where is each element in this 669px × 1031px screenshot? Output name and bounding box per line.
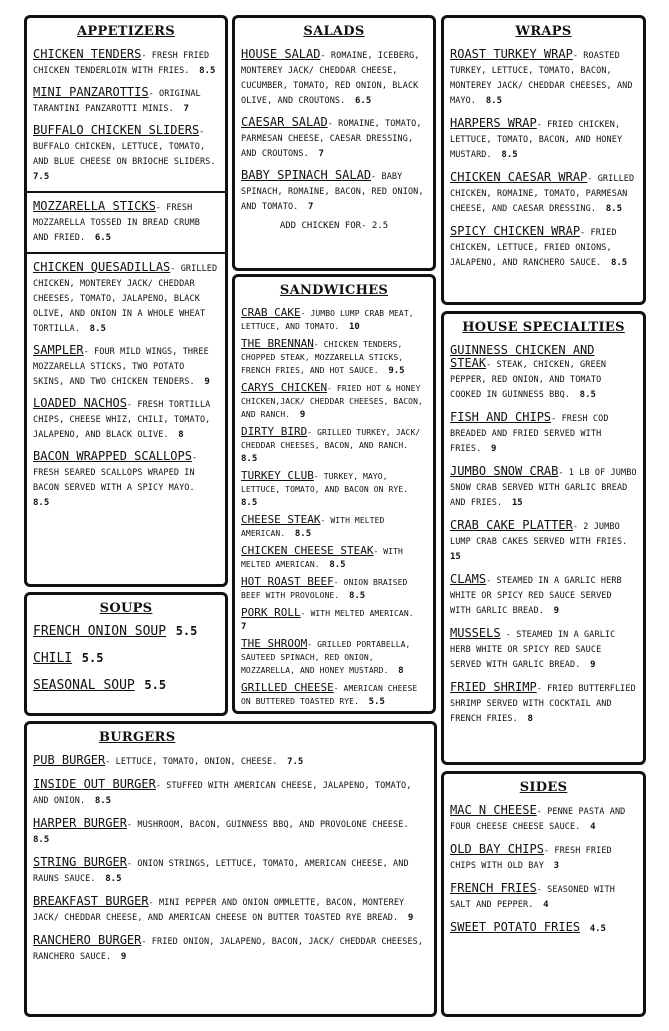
item-name: RANCHERO BURGER — [33, 933, 142, 947]
menu-item — [33, 855, 428, 885]
section-title: WRAPS — [515, 24, 572, 39]
item-name: GRILLED CHEESE — [241, 681, 334, 694]
menu-item — [450, 116, 637, 161]
item-name: HOT ROAST BEEF — [241, 575, 334, 588]
item-name: CARYS CHICKEN — [241, 381, 328, 394]
item-name: FISH AND CHIPS — [450, 410, 552, 424]
divider — [27, 252, 225, 254]
item-price: 5.5 — [175, 624, 198, 638]
item-price: 8.5 — [579, 390, 596, 400]
item-price: 8.5 — [33, 498, 50, 508]
item-desc: - 2 JUMBO LUMP CRAB CAKES SERVED WITH FRIES. — [450, 522, 628, 547]
item-price: 8.5 — [329, 560, 346, 570]
item-name: PUB BURGER — [33, 753, 106, 767]
menu-item — [33, 85, 219, 115]
item-price: 15 — [450, 552, 461, 562]
menu-item — [450, 626, 637, 671]
menu-item — [33, 651, 219, 664]
item-price: 8.5 — [610, 258, 628, 268]
item-price: 8.5 — [199, 66, 216, 76]
item-name: CHICKEN TENDERS — [33, 47, 142, 61]
item-price: 9.5 — [388, 366, 405, 376]
item-name: PORK ROLL — [241, 606, 301, 619]
item-name: STRING BURGER — [33, 855, 127, 869]
item-price: 8.5 — [501, 150, 518, 160]
menu-item — [241, 469, 427, 508]
item-desc: - BUFFALO CHICKEN, LETTUCE, TOMATO, AND BLUE CHEESE ON BRIOCHE SLIDERS. — [33, 127, 216, 167]
menu-item — [450, 920, 637, 935]
menu-item — [450, 410, 637, 455]
menu-item — [241, 606, 427, 632]
item-name: CHICKEN CHEESE STEAK — [241, 544, 374, 557]
menu-item — [241, 575, 427, 601]
item-name: FRIED SHRIMP — [450, 680, 537, 694]
item-price: 8.5 — [348, 591, 366, 601]
item-desc: - LETTUCE, TOMATO, ONION, CHEESE. — [105, 757, 278, 767]
item-name: HARPER BURGER — [33, 816, 127, 830]
item-name: CHEESE STEAK — [241, 513, 321, 526]
item-price: 6.5 — [94, 233, 112, 243]
item-desc: - FRESH TORTILLA CHIPS, CHEESE WHIZ, CHILI, TOMATO, JALAPENO, AND BLACK OLIVE. — [33, 400, 211, 440]
item-desc: - FRESH FRIED CHICKEN TENDERLOIN WITH FRIES. — [33, 51, 210, 76]
item-desc: - WITH MELTED AMERICAN. — [241, 516, 385, 538]
item-desc: - ROMAINE, TOMATO, PARMESAN CHEESE, CAESAR DRESSING, AND CROUTONS. — [241, 119, 422, 159]
item-name: SAMPLER — [33, 343, 84, 357]
item-desc: - FRESH MOZZARELLA TOSSED IN BREAD CRUMB AND FRIED. — [33, 203, 200, 243]
item-name: SEASONAL SOUP — [33, 678, 135, 693]
item-name: LOADED NACHOS — [33, 396, 127, 410]
item-price: 8 — [398, 666, 404, 676]
menu-item — [241, 425, 427, 464]
menu-item — [33, 678, 219, 691]
item-price: 8.5 — [485, 96, 502, 106]
salads-section — [232, 15, 436, 271]
item-name: MAC N CHEESE — [450, 803, 537, 817]
menu-item — [450, 842, 637, 872]
item-price: 8.5 — [605, 204, 622, 214]
item-desc: - FRESH FRIED CHIPS WITH OLD BAY — [450, 846, 612, 871]
item-name: FRENCH ONION SOUP — [33, 624, 167, 639]
item-price: 7.5 — [287, 757, 304, 767]
item-desc: - TURKEY, MAYO, LETTUCE, TOMATO, AND BACON ON RYE. — [241, 472, 409, 494]
item-desc: - FRIED ONION, JALAPENO, BACON, JACK/ CHEDDAR CHEESES, RANCHERO SAUCE. — [33, 937, 424, 962]
item-name: OLD BAY CHIPS — [450, 842, 544, 856]
section-title: SANDWICHES — [279, 283, 389, 298]
menu-item — [33, 753, 428, 768]
add-chicken-note: ADD CHICKEN FOR- 2.5 — [279, 221, 389, 231]
item-desc: - STUFFED WITH AMERICAN CHEESE, JALAPENO, TOMATO, AND ONION. — [33, 781, 412, 806]
section-title: BURGERS — [99, 730, 176, 745]
item-price: 9 — [204, 377, 210, 387]
item-desc: - GRILLED CHICKEN, MONTEREY JACK/ CHEDDAR CHEESES, TOMATO, JALAPENO, BLACK OLIVE, AND ONION IN A WHOLE WHEAT TORTILLA. — [33, 264, 218, 334]
item-desc: - WITH MELTED AMERICAN. — [300, 609, 414, 618]
item-desc: - ONION BRAISED BEEF WITH PROVOLONE. — [241, 578, 408, 600]
item-price: 8.5 — [241, 498, 258, 508]
menu-item — [241, 306, 427, 332]
menu-item — [450, 518, 637, 563]
item-desc: - ROASTED TURKEY, LETTUCE, TOMATO, BACON, MONTEREY JACK/ CHEDDAR CHEESES, AND MAYO. — [450, 51, 633, 106]
item-name: ROAST TURKEY WRAP — [450, 47, 573, 61]
menu-item — [241, 337, 427, 376]
wraps-section — [441, 15, 646, 305]
item-name: THE SHROOM — [241, 637, 308, 650]
item-desc: - MINI PEPPER AND ONION OMMLETTE, BACON, MONTEREY JACK/ CHEDDAR CHEESE, AND AMERICAN CHEESE ON BUTTER TOASTED RYE BREAD. — [33, 898, 405, 923]
menu-item — [33, 47, 219, 77]
soups-section — [24, 592, 228, 716]
burgers-section — [24, 721, 437, 1017]
item-desc: - 1 LB OF JUMBO SNOW CRAB SERVED WITH GARLIC BREAD AND FRIES. — [450, 468, 637, 508]
item-desc: - FRESH COD BREADED AND FRIED SERVED WITH FRIES. — [450, 414, 609, 454]
item-price: 9 — [490, 444, 497, 454]
section-title: SIDES — [519, 780, 568, 795]
item-price: 5.5 — [144, 678, 167, 692]
item-name: CRAB CAKE — [241, 306, 301, 319]
item-name: CAESAR SALAD — [241, 115, 328, 129]
item-name: GUINNESS CHICKEN AND STEAK — [450, 343, 595, 370]
item-desc: - FRESH SEARED SCALLOPS WRAPED IN BACON SERVED WITH A SPICY MAYO. — [33, 453, 198, 493]
item-name: INSIDE OUT BURGER — [33, 777, 156, 791]
item-desc: - PENNE PASTA AND FOUR CHEESE CHEESE SAUCE. — [450, 807, 626, 832]
item-desc: - CHICKEN TENDERS, CHOPPED STEAK, MOZZARELLA STICKS, FRENCH FRIES, AND HOT SAUCE. — [241, 340, 404, 375]
menu-item — [241, 47, 427, 107]
item-price: 4 — [590, 822, 596, 832]
menu-item — [241, 681, 427, 707]
item-price: 10 — [348, 322, 360, 332]
item-name: SWEET POTATO FRIES — [450, 920, 581, 934]
item-price: 7 — [318, 149, 324, 159]
menu-item — [33, 933, 428, 963]
item-name: MINI PANZAROTTIS — [33, 85, 149, 99]
item-price: 8 — [178, 430, 184, 440]
section-title: APPETIZERS — [77, 24, 175, 39]
item-price: 5.5 — [81, 651, 104, 665]
appetizers-section — [24, 15, 228, 587]
item-price: 15 — [511, 498, 523, 508]
item-desc: - MUSHROOM, BACON, GUINNESS BBQ, AND PROVOLONE CHEESE. — [126, 820, 409, 830]
item-price: 8.5 — [33, 835, 50, 845]
sandwiches-section — [232, 274, 436, 714]
item-name: BABY SPINACH SALAD — [241, 168, 372, 182]
menu-item — [33, 396, 219, 441]
item-desc: - GRILLED TURKEY, JACK/ CHEDDAR CHEESES, BACON, AND RANCH. — [241, 428, 421, 450]
menu-item — [450, 170, 637, 215]
item-desc: - FRIED CHICKEN, LETTUCE, TOMATO, BACON, AND HONEY MUSTARD. — [450, 120, 623, 160]
item-desc: - JUMBO LUMP CRAB MEAT, LETTUCE, AND TOMATO. — [241, 309, 414, 331]
item-desc: - AMERICAN CHEESE ON BUTTERED TOASTED RYE. — [241, 684, 418, 706]
menu-item — [33, 624, 219, 637]
item-desc: - WITH MELTED AMERICAN. — [241, 547, 403, 569]
item-name: JUMBO SNOW CRAB — [450, 464, 559, 478]
item-desc: - FRIED CHICKEN, LETTUCE, FRIED ONIONS, JALAPENO, AND RANCHERO SAUCE. — [450, 228, 617, 268]
item-desc: - FRIED HOT & HONEY CHICKEN,JACK/ CHEDDAR CHEESES, BACON, AND RANCH. — [241, 384, 423, 419]
menu-item — [450, 224, 637, 269]
menu-item — [450, 464, 637, 509]
sides-section — [441, 771, 646, 1017]
item-name: BUFFALO CHICKEN SLIDERS — [33, 123, 200, 137]
item-price: 4.5 — [589, 924, 606, 934]
item-desc: - ORIGINAL TARANTINI PANZAROTTI MINIS. — [33, 89, 201, 114]
item-price: 9 — [553, 606, 559, 616]
item-desc: - SEASONED WITH SALT AND PEPPER. — [450, 885, 615, 910]
item-name: FRENCH FRIES — [450, 881, 537, 895]
item-price: 7 — [183, 104, 189, 114]
menu-item — [450, 881, 637, 911]
menu-item — [33, 199, 219, 244]
item-price: 7 — [241, 622, 247, 632]
menu-item — [33, 449, 219, 509]
item-price: 8.5 — [94, 796, 112, 806]
item-price: 9 — [407, 913, 414, 923]
item-name: DIRTY BIRD — [241, 425, 308, 438]
menu-item — [33, 894, 428, 924]
item-name: CHICKEN CAESAR WRAP — [450, 170, 588, 184]
item-price: 8 — [527, 714, 533, 724]
menu-item — [450, 572, 637, 617]
menu-item — [450, 47, 637, 107]
item-name: SPICY CHICKEN WRAP — [450, 224, 581, 238]
item-desc: - BABY SPINACH, ROMAINE, BACON, RED ONION, AND TOMATO. — [241, 172, 424, 212]
item-price: 8.5 — [241, 454, 258, 464]
item-name: MUSSELS — [450, 626, 501, 640]
menu-item — [33, 777, 428, 807]
item-name: BACON WRAPPED SCALLOPS — [33, 449, 192, 463]
item-desc: - GRILLED CHICKEN, ROMAINE, TOMATO, PARMESAN CHEESE, AND CAESAR DRESSING. — [450, 174, 635, 214]
menu-item — [33, 343, 219, 388]
house-specialties-section — [441, 311, 646, 765]
item-name: CHILI — [33, 651, 73, 666]
item-price: 9 — [120, 952, 127, 962]
section-title: SOUPS — [99, 601, 153, 616]
item-name: CRAB CAKE PLATTER — [450, 518, 573, 532]
menu-item — [450, 680, 637, 725]
item-desc: - STEAMED IN A GARLIC HERB WHITE OR SPICY RED SAUCE SERVED WITH GARLIC BREAD. — [450, 630, 616, 670]
item-name: MOZZARELLA STICKS — [33, 199, 156, 213]
item-price: 7.5 — [33, 172, 50, 182]
menu-item — [450, 803, 637, 833]
item-desc: - ROMAINE, ICEBERG, MONTEREY JACK/ CHEDDAR CHEESE, CUCUMBER, TOMATO, RED ONION, BLACK OLIVE, AND CROUTONS. — [241, 51, 420, 106]
item-price: 4 — [543, 900, 549, 910]
menu-item — [241, 381, 427, 420]
item-price: 3 — [553, 861, 559, 871]
section-title: SALADS — [303, 24, 365, 39]
menu-item — [33, 816, 428, 846]
menu-item — [33, 123, 219, 183]
item-name: CLAMS — [450, 572, 487, 586]
item-name: TURKEY CLUB — [241, 469, 314, 482]
item-desc: - STEAK, CHICKEN, GREEN PEPPER, RED ONION, AND TOMATO COOKED IN GUINNESS BBQ. — [450, 360, 607, 400]
item-desc: - STEAMED IN A GARLIC HERB WHITE OR SPICY RED SAUCE SERVED WITH GARLIC BREAD. — [450, 576, 622, 616]
menu-item — [241, 168, 427, 213]
item-price: 8.5 — [105, 874, 122, 884]
item-desc: - FOUR MILD WINGS, THREE MOZZARELLA STICKS, TWO POTATO SKINS, AND TWO CHICKEN TENDERS. — [33, 347, 209, 387]
menu-item — [450, 343, 637, 401]
item-price: 6.5 — [355, 96, 372, 106]
item-name: THE BRENNAN — [241, 337, 314, 350]
item-desc: - GRILLED PORTABELLA, SAUTEED SPINACH, RED ONION, MOZZARELLA, AND HONEY MUSTARD. — [241, 640, 411, 675]
item-name: BREAKFAST BURGER — [33, 894, 149, 908]
item-price: 7 — [308, 202, 314, 212]
item-price: 8.5 — [89, 324, 106, 334]
menu-item — [33, 260, 219, 335]
item-price: 9 — [299, 410, 306, 420]
item-price: 5.5 — [368, 697, 385, 707]
menu-item — [241, 513, 427, 539]
item-price: 8.5 — [294, 529, 312, 539]
item-name: HARPERS WRAP — [450, 116, 537, 130]
item-name: CHICKEN QUESADILLAS — [33, 260, 171, 274]
menu-item — [241, 637, 427, 676]
item-name: HOUSE SALAD — [241, 47, 321, 61]
item-price: 9 — [590, 660, 596, 670]
section-title: HOUSE SPECIALTIES — [462, 320, 625, 335]
menu-item — [241, 115, 427, 160]
menu-item — [241, 544, 427, 570]
item-desc: - ONION STRINGS, LETTUCE, TOMATO, AMERICAN CHEESE, AND RAUNS SAUCE. — [33, 859, 409, 884]
item-desc: - FRIED BUTTERFLIED SHRIMP SERVED WITH COCKTAIL AND FRENCH FRIES. — [450, 684, 636, 724]
divider — [27, 191, 225, 193]
